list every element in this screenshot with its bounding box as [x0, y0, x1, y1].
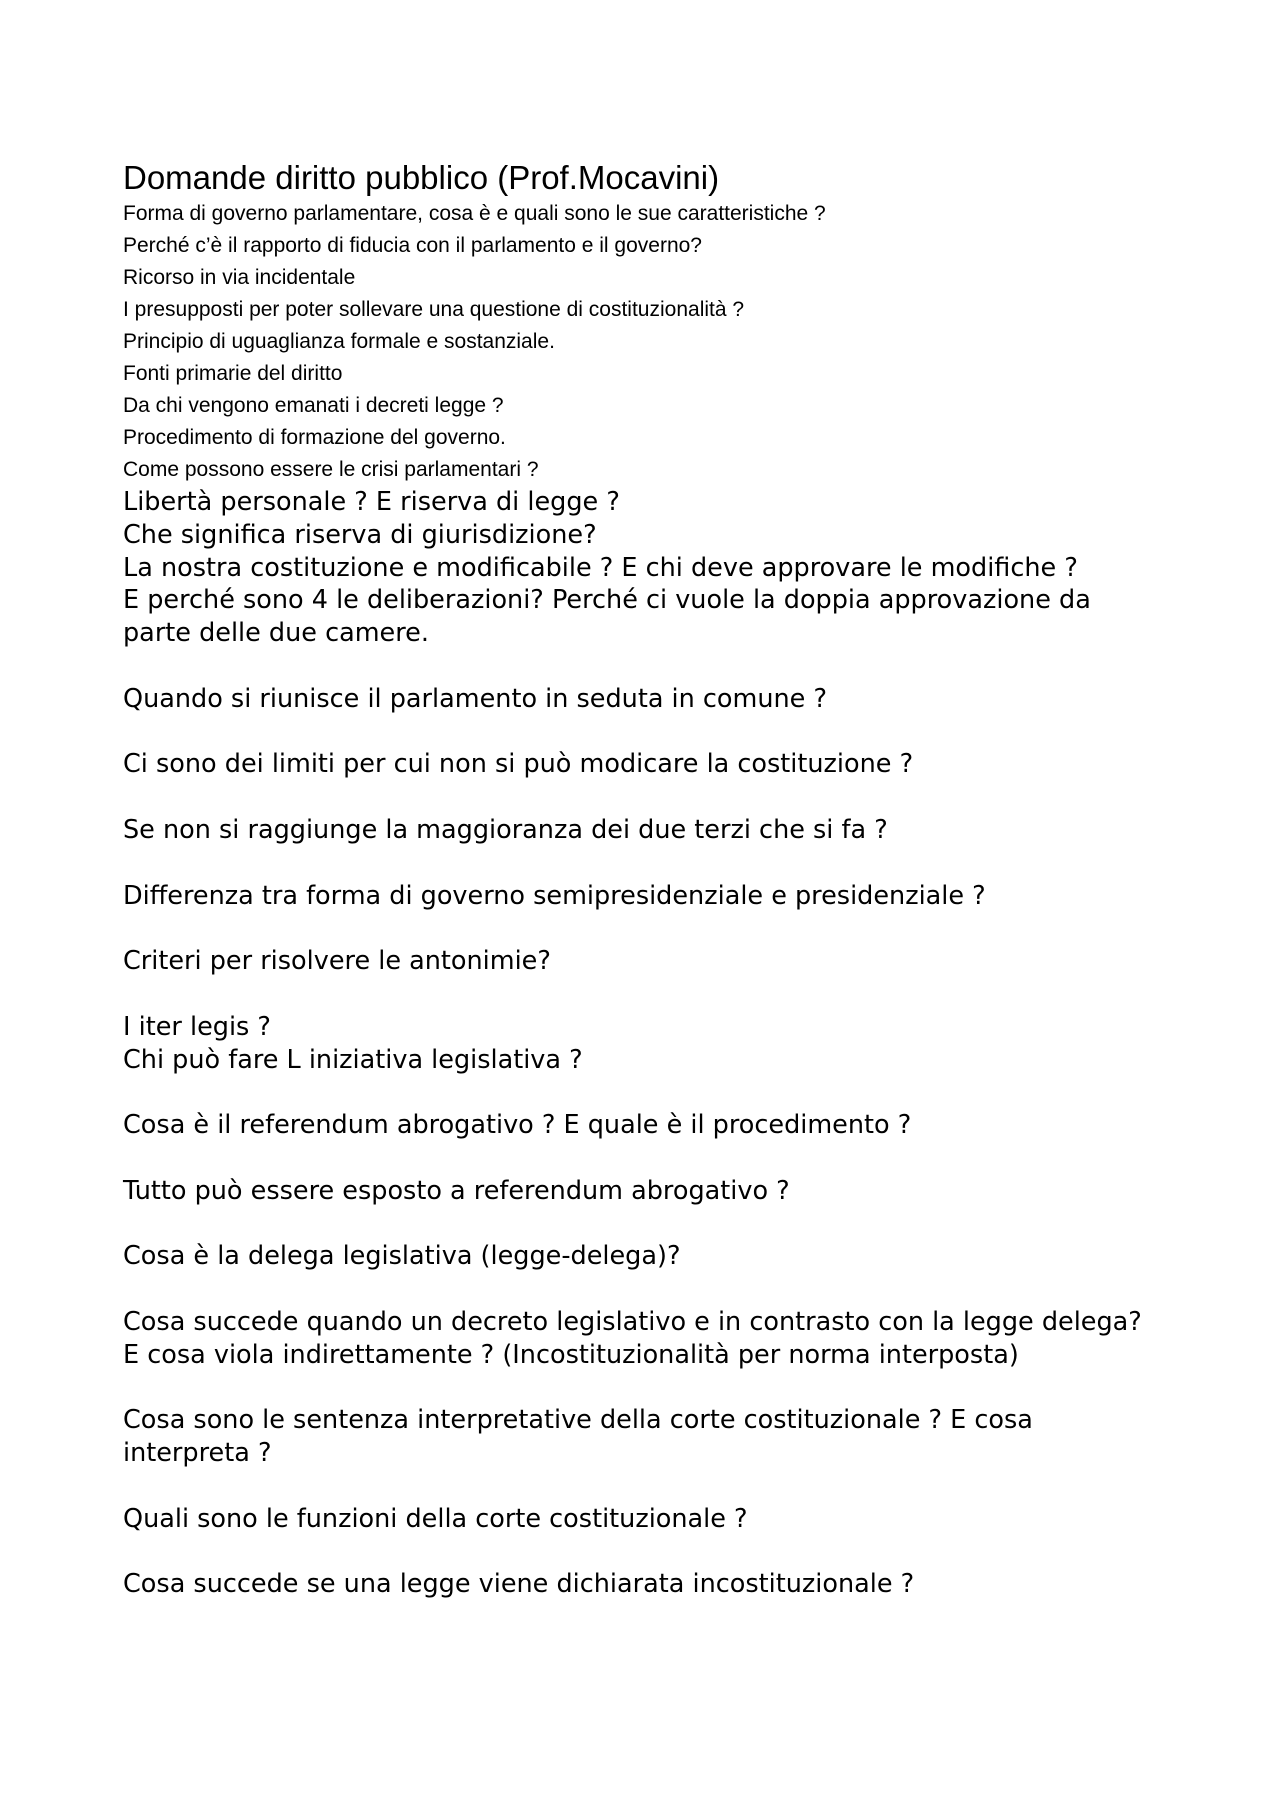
question-item: Procedimento di formazione del governo. [123, 426, 506, 449]
question-item: Ricorso in via incidentale [123, 266, 356, 289]
question-item: Cosa è la delega legislativa (legge-delega)? [123, 1241, 681, 1272]
question-item: Come possono essere le crisi parlamentari ? [123, 458, 539, 481]
document-page [123, 158, 1163, 1601]
question-item: Cosa sono le sentenza interpretative della corte costituzionale ? E cosa interpreta ? [123, 1405, 1033, 1469]
question-item: Cosa succede quando un decreto legislativo e in contrasto con la legge delega? E cosa viola indirettamente ? (Incostituzionalità per norma interposta) [123, 1306, 1142, 1370]
question-item: Cosa succede se una legge viene dichiarata incostituzionale ? [123, 1569, 915, 1600]
question-item: Che significa riserva di giurisdizione? [123, 519, 597, 550]
question-item: Perché c’è il rapporto di fiducia con il parlamento e il governo? [123, 234, 702, 257]
question-item: Tutto può essere esposto a referendum abrogativo ? [123, 1175, 790, 1206]
question-item: Libertà personale ? E riserva di legge ? [123, 487, 620, 517]
question-item: Da chi vengono emanati i decreti legge ? [123, 394, 504, 417]
question-item: Chi può fare L iniziativa legislativa ? [123, 1044, 583, 1075]
question-item: Differenza tra forma di governo semipresidenziale e presidenziale ? [123, 880, 986, 911]
question-item: Se non si raggiunge la maggioranza dei due terzi che si fa ? [123, 814, 888, 845]
intro-question-list [123, 198, 1163, 486]
question-item: Principio di uguaglianza formale e sostanziale. [123, 330, 555, 353]
question-item: E perché sono 4 le deliberazioni? Perché ci vuole la doppia approvazione da parte delle due camere. [123, 585, 1091, 649]
question-item: Cosa è il referendum abrogativo ? E quale è il procedimento ? [123, 1110, 912, 1141]
document-title: Domande diritto pubblico (Prof.Mocavini) [123, 159, 720, 196]
question-item: Forma di governo parlamentare, cosa è e quali sono le sue caratteristiche ? [123, 202, 826, 225]
question-item: Quando si riunisce il parlamento in seduta in comune ? [123, 683, 828, 714]
question-item: I presupposti per poter sollevare una questione di costituzionalità ? [123, 298, 745, 321]
question-item: Fonti primarie del diritto [123, 362, 343, 385]
question-list [123, 486, 1163, 1601]
question-item: La nostra costituzione e modificabile ? E chi deve approvare le modifiche ? [123, 552, 1078, 583]
question-item: I iter legis ? [123, 1011, 271, 1042]
question-item: Ci sono dei limiti per cui non si può modicare la costituzione ? [123, 749, 914, 780]
question-item: Criteri per risolvere le antonimie? [123, 946, 551, 977]
question-item: Quali sono le funzioni della corte costituzionale ? [123, 1503, 748, 1534]
